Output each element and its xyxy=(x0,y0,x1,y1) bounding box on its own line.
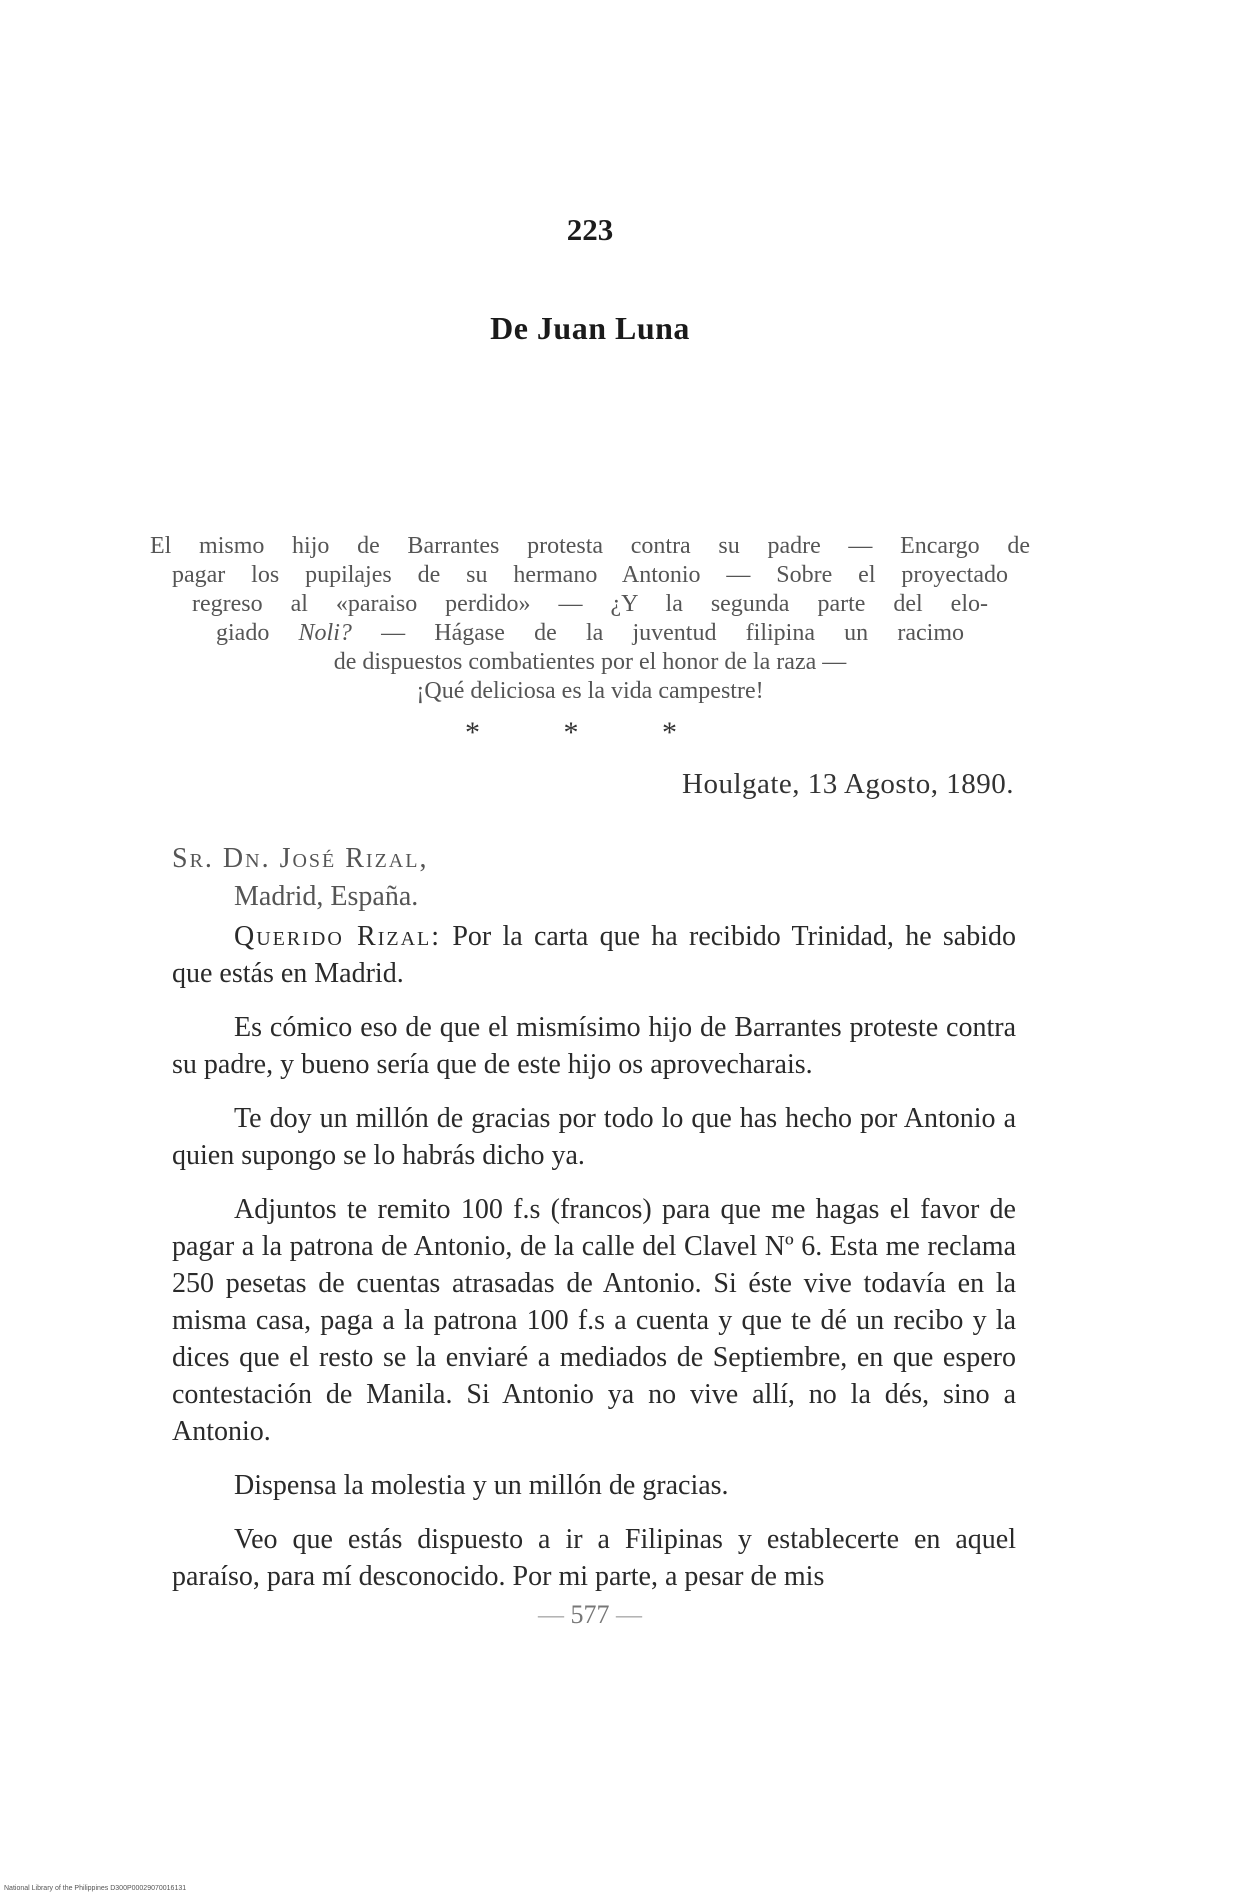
letter-body xyxy=(172,918,1016,1612)
archive-watermark: National Library of the Philippines D300P00029070016131 xyxy=(4,1885,187,1892)
salutation: Querido Rizal: xyxy=(234,921,442,952)
body-paragraph: Es cómico eso de que el mismísimo hijo de Barrantes proteste contra su padre, y bueno sería que de este hijo os aprovecharais. xyxy=(172,1012,1016,1080)
summary-line-prefix: giado xyxy=(216,620,270,646)
letter-summary xyxy=(150,532,1030,706)
page-number-dash-left: — xyxy=(538,1600,564,1629)
summary-line: pagar los pupilajes de su hermano Antonio — Sobre el proyectado xyxy=(172,562,1008,588)
letter-number: 223 xyxy=(566,212,614,247)
page-number-dash-right: — xyxy=(616,1600,642,1629)
summary-line xyxy=(150,619,1030,648)
summary-line-rest: Hágase de la juventud filipina un racimo xyxy=(434,620,965,646)
paragraph-text: Por la carta que ha recibido Trinidad, he sabido que estás en Madrid. xyxy=(172,921,1017,989)
recipient-block xyxy=(172,840,428,916)
summary-line: regreso al «paraiso perdido» — ¿Y la segunda parte del elo- xyxy=(192,591,988,617)
letter-title: De Juan Luna xyxy=(490,310,690,346)
body-paragraph: Te doy un millón de gracias por todo lo que has hecho por Antonio a quien supongo se lo habrás dicho ya. xyxy=(172,1103,1016,1171)
body-paragraph: Veo que estás dispuesto a ir a Filipinas y establecerte en aquel paraíso, para mí desconocido. Por mi parte, a pesar de mis xyxy=(172,1524,1016,1592)
recipient-name: Sr. Dn. José Rizal, xyxy=(172,843,429,874)
body-paragraph xyxy=(172,918,1016,992)
summary-line: de dispuestos combatientes por el honor de la raza — xyxy=(333,649,847,675)
recipient-address: Madrid, España. xyxy=(234,881,419,912)
page-footer xyxy=(0,1600,1180,1630)
section-separator: * * * xyxy=(465,716,715,749)
body-paragraph: Adjuntos te remito 100 f.s (francos) para que me hagas el favor de pagar a la patrona de Antonio, de la calle del Clavel Nº 6. Esta me reclama 250 pesetas de cuentas atrasadas de Antonio. Si éste vive todavía en la misma casa, paga a la patrona 100 f.s a cuenta y que te dé un recibo y la dices que el resto se la enviaré a mediados de Septiembre, en que espero contestación de Manila. Si Antonio ya no vive allí, no la dés, sino a Antonio. xyxy=(172,1194,1016,1447)
summary-dash: — xyxy=(381,620,406,646)
body-paragraph: Dispensa la molestia y un millón de gracias. xyxy=(234,1470,729,1501)
summary-line: El mismo hijo de Barrantes protesta contra su padre — Encargo de xyxy=(150,533,1030,559)
summary-italic-title: Noli? xyxy=(298,620,352,646)
place-date: Houlgate, 13 Agosto, 1890. xyxy=(682,768,1014,800)
summary-line: ¡Qué deliciosa es la vida campestre! xyxy=(416,678,764,704)
page-number: 577 xyxy=(570,1600,610,1629)
